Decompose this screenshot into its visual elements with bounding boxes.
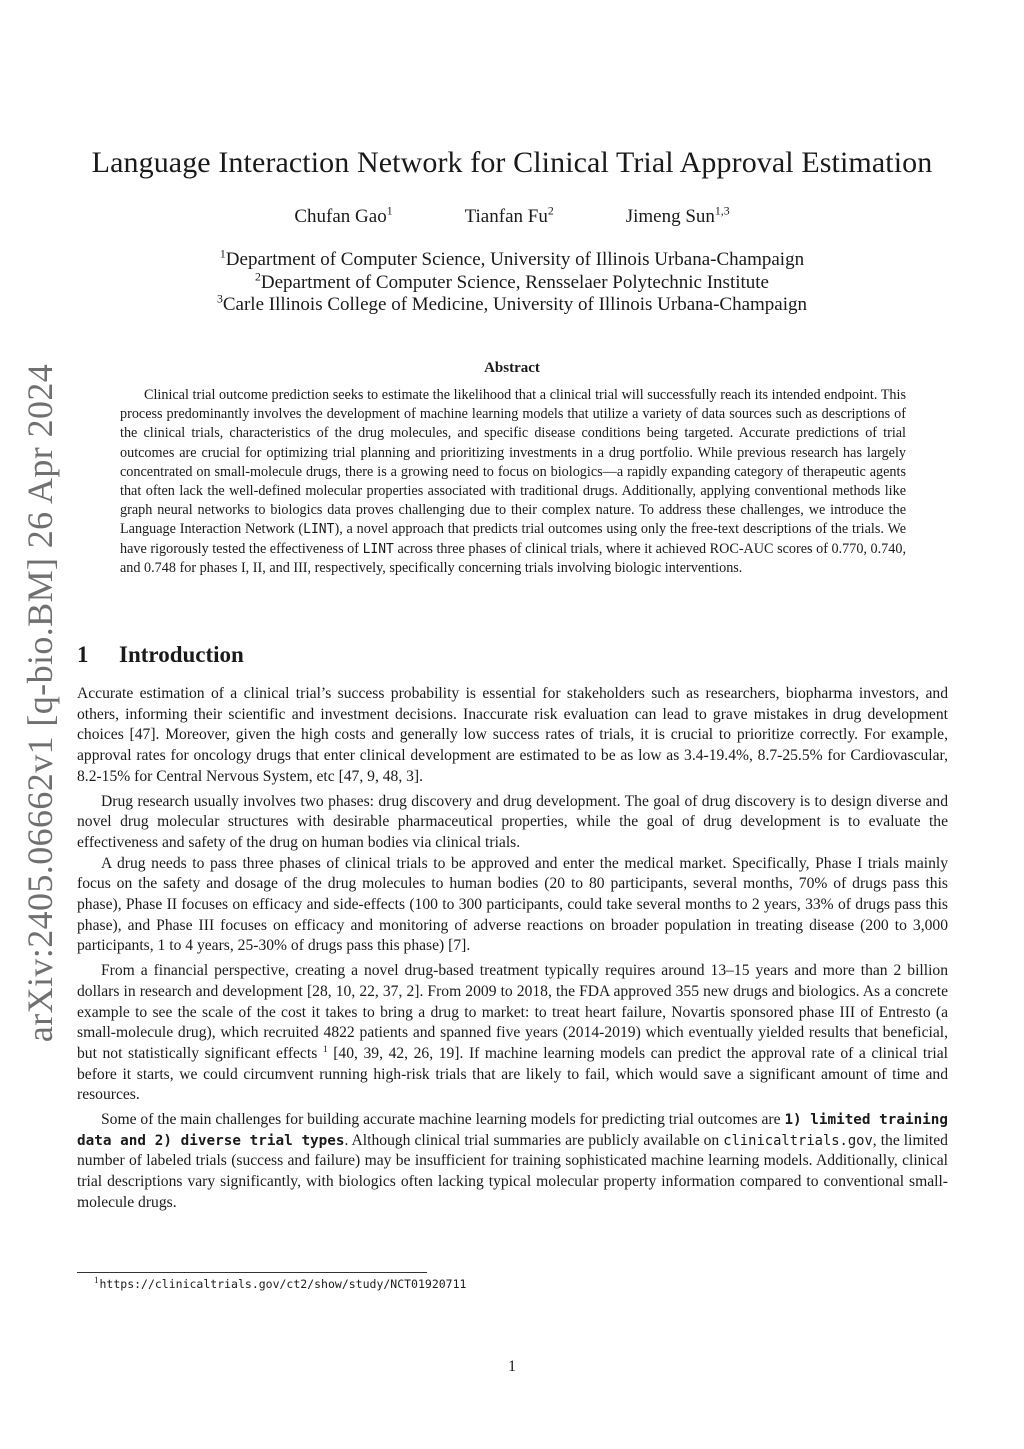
paragraph: Accurate estimation of a clinical trial’s success probability is essential for stakeholders such as researchers, biopharma investors, and others, informing their scientific and investment decisions. Inaccurate risk evaluation can lead to grave mistakes in drug development choices [47]. Moreover, given the high costs and generally low success rates of trials, it is crucial to prioritize correctly. For example, approval rates for oncology drugs that enter clinical development are estimated to be as low as 3.4-19.4%, 8.7-25.5% for Cardiovascular, 8.2-15% for Central Nervous System, etc [47, 9, 48, 3]. <box>77 685 948 785</box>
arxiv-identifier-stamp <box>15 363 65 1043</box>
lint-name: LINT <box>303 522 335 538</box>
footnote-marker: 1 <box>322 1043 328 1055</box>
author-list <box>0 206 1024 228</box>
page-number: 1 <box>508 1358 516 1375</box>
footnote-divider <box>77 1272 427 1273</box>
paragraph: A drug needs to pass three phases of clinical trials to be approved and enter the medical market. Specifically, Phase I trials mainly focus on the safety and dosage of the drug molecules to human bodies (20 to 80 participants, several months, 70% of drugs pass this phase), Phase II focuses on efficacy and side-effects (100 to 300 participants, could take several months to 2 years, 33% of drugs pass this phase), and Phase III focuses on efficacy and monitoring of adverse reactions on broader population in treating disease (200 to 3,000 participants, 1 to 4 years, 25-30% of drugs pass this phase) [7]. <box>77 854 948 955</box>
author: Tianfan Fu$^2$ <box>464 204 554 227</box>
arxiv-identifier-text: arXiv:2405.06662v1 [q-bio.BM] 26 Apr 2024 <box>20 363 61 1043</box>
paragraph: Some of the main challenges for building accurate machine learning models for predicting trial outcomes are 1) limited training data and 2) diverse trial types. Although clinical trial summaries are publicly available on clinicaltrials.gov, the limited number of labeled trials (success and failure) may be insufficient for training sophisticated machine learning models. Additionally, clinical trial descriptions vary significantly, with biologics often lacking typical molecular property information compared to conventional small-molecule drugs. <box>77 1111 948 1211</box>
challenges-emphasis: 1) limited training data and 2) diverse trial types <box>77 1112 948 1149</box>
clinicaltrials-site: clinicaltrials.gov <box>723 1132 873 1149</box>
paper-title: Language Interaction Network for Clinical Trial Approval Estimation <box>91 146 933 179</box>
paragraph: From a financial perspective, creating a novel drug-based treatment typically requires around 13–15 years and more than 2 billion dollars in research and development [28, 10, 22, 37, 2]. From 2009 to 2018, the FDA approved 355 new drugs and biologics. As a concrete example to see the scale of the cost it takes to bring a drug to market: to treat heart failure, Novartis sponsored phase III of Entresto (a small-molecule drug), which recruited 4822 patients and spanned five years (2014-2019) which eventually yielded results that beneficial, but not statistically significant effects $^1$ [40, 39, 42, 26, 19]. If machine learning models can predict the approval rate of a clinical trial before it starts, we could circumvent running high-risk trials that are likely to fail, which would save a significant amount of time and resources. <box>77 962 948 1104</box>
introduction-body <box>77 684 948 1214</box>
author: Jimeng Sun$^{1,3}$ <box>625 204 730 227</box>
abstract-heading: Abstract <box>484 360 540 376</box>
affiliation: $^3$Carle Illinois College of Medicine, University of Illinois Urbana-Champaign <box>216 292 807 315</box>
footnote: $^1$https://clinicaltrials.gov/ct2/show/study/NCT01920711 <box>94 1275 467 1291</box>
affiliation: $^1$Department of Computer Science, University of Illinois Urbana-Champaign <box>219 247 805 270</box>
affiliation-list <box>0 249 1024 317</box>
paragraph: Drug research usually involves two phases: drug discovery and drug development. The goal of drug discovery is to design diverse and novel drug molecular structures with desirable pharmaceutical properties, while the goal of drug development is to evaluate the effectiveness and safety of the drug on human bodies via clinical trials. <box>77 792 948 851</box>
author: Chufan Gao$^1$ <box>294 204 393 227</box>
abstract-text: Clinical trial outcome prediction seeks to estimate the likelihood that a clinical trial will successfully reach its intended endpoint. This process predominantly involves the development of machine learning models that utilize a variety of data sources such as descriptions of the clinical trials, characteristics of the drug molecules, and specific disease conditions being targeted. Accurate predictions of trial outcomes are crucial for optimizing trial planning and prioritizing investments in a drug portfolio. While previous research has largely concentrated on small-molecule drugs, there is a growing need to focus on biologics—a rapidly expanding category of therapeutic agents that often lack the well-defined molecular properties associated with traditional drugs. Additionally, applying conventional methods like graph neural networks to biologics data proves challenging due to their complex nature. To address these challenges, we introduce the Language Interaction Network (LINT), a novel approach that predicts trial outcomes using only the free-text descriptions of the trials. We have rigorously tested the effectiveness of LINT across three phases of clinical trials, where it achieved ROC-AUC scores of 0.770, 0.740, and 0.748 for phases I, II, and III, respectively, specifically concerning trials involving biologic interventions. <box>120 387 907 576</box>
affiliation: $^2$Department of Computer Science, Rensselaer Polytechnic Institute <box>255 270 769 293</box>
footnote-url[interactable]: https://clinicaltrials.gov/ct2/show/study/NCT01920711 <box>99 1277 467 1291</box>
lint-name: LINT <box>362 541 394 557</box>
section-heading-introduction: 1 Introduction <box>77 642 244 667</box>
